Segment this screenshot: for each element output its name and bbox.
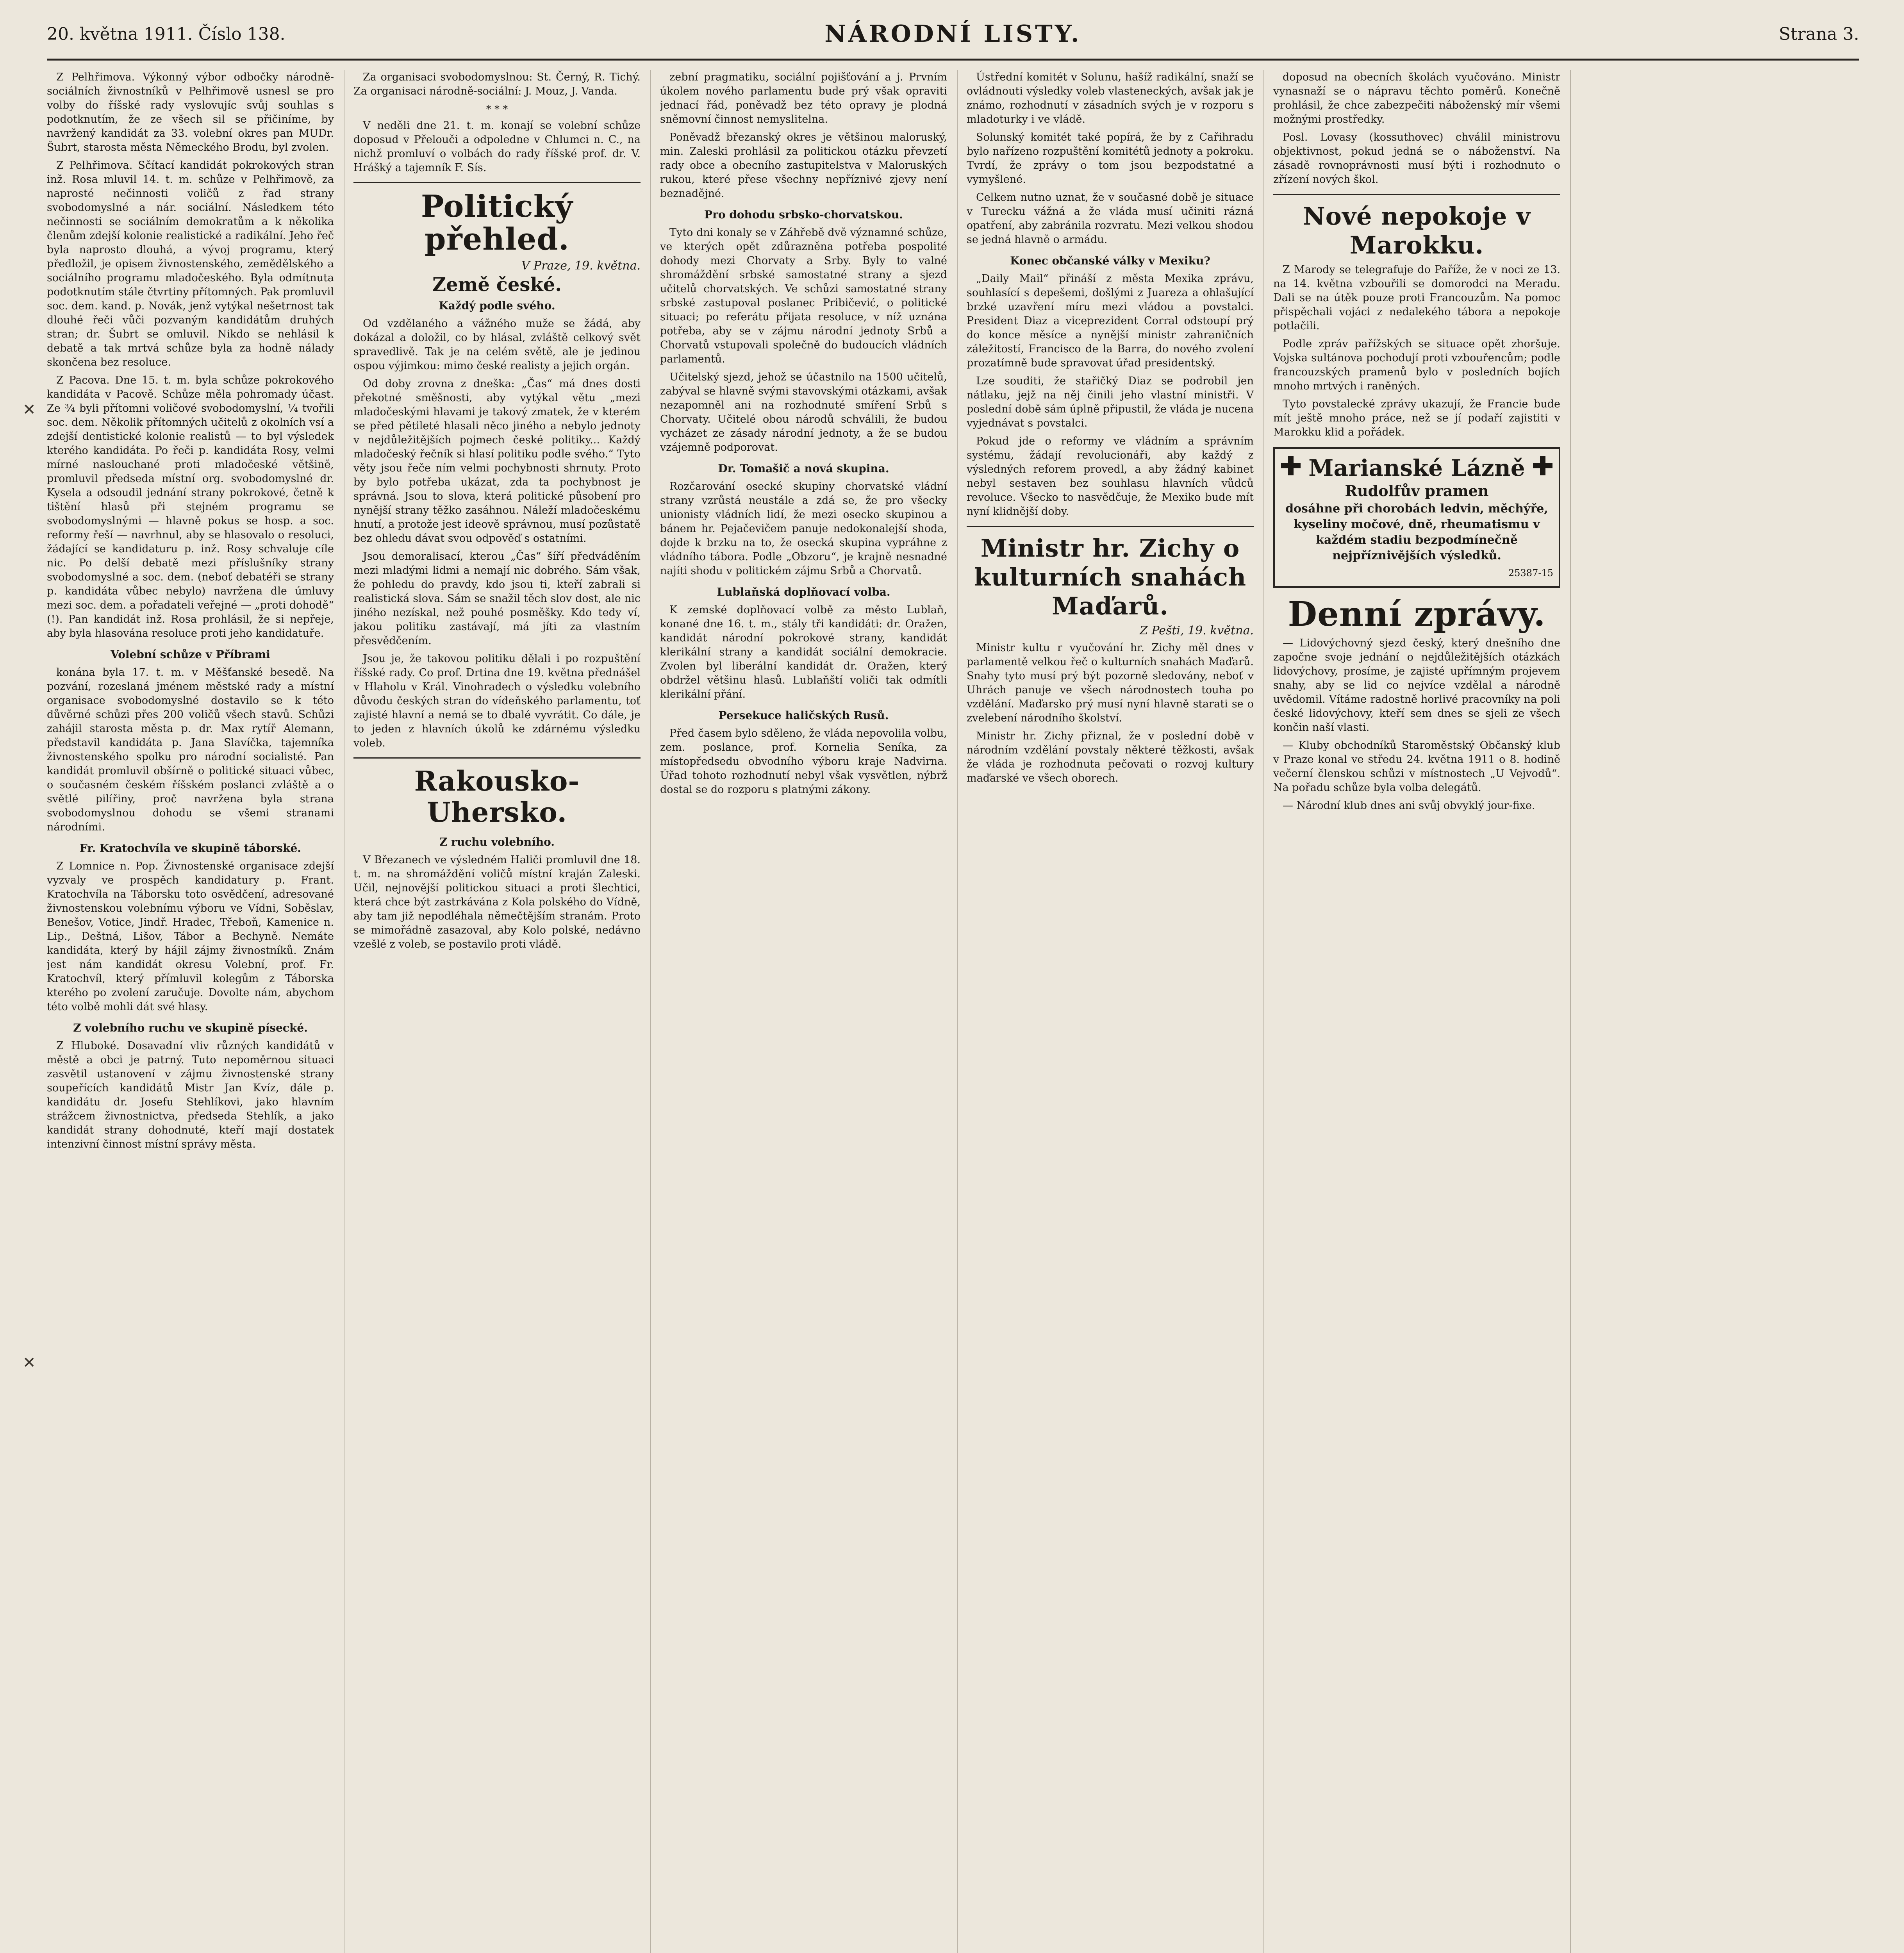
article-paragraph: Celkem nutno uznat, že v současné době je situace v Turecku vážná a že vláda musí učiniti rázná opatření, aby zabránila rozvratu. Mezi velkou shodou se jedná hlavně o armádu. — [967, 191, 1254, 246]
article-paragraph: Tyto povstalecké zprávy ukazují, že Francie bude mít ještě mnoho práce, než se jí podaří zajistiti v Marokku klid a pořádek. — [1273, 398, 1560, 438]
article-paragraph: Ústřední komitét v Solunu, hašíž radikální, snaží se ovládnouti výsledky voleb vlasteneckých, avšak jak je známo, rozhodnutí v zásadních svých je v rozporu s mladoturky i ve vládě. — [967, 71, 1254, 125]
masthead: NÁRODNÍ LISTY. — [824, 20, 1081, 48]
page-number: Strana 3. — [1779, 24, 1859, 44]
section-title: Politický přehled. — [421, 189, 573, 257]
divider — [967, 526, 1254, 527]
ad-title: Marianské Lázně — [1308, 455, 1525, 481]
article-paragraph: Z Pacova. Dne 15. t. m. byla schůze pokrokového kandidáta v Pacově. Schůze měla pohromady účast. Ze ¾ byli přítomni voličové svobodomyslní, ¼ tvořili soc. dem. Několik přítomných učitelů z okolních vsí a zdejší dentistické kolonie realistů — to byl výsledek kterého kandidáta. Po řeči p. kandidáta Rosy, velmi mírné naslouchané proti mladočeské většině, promluvil předseda místní org. svobodomyslné dr. Kysela a odsoudil jednání strany pokrokové, četně k tištění hlasů při stejném programu se svobodomyslnými — hlavně pokus se hosp. a soc. reformy řeší — navrhnul, aby se hlasovalo o resoluci, žádající se kandidaturu p. inž. Rosy schvaluje cíle nic. Po delší debatě mezi příslušníky strany svobodomyslné a soc. dem. (neboť debatéři se strany p. kandidáta vůbec nebylo) navržena dle úmluvy mezi soc. dem. a pořadateli veřejné — „proti dohodě“ (!). Pan kandidát inž. Rosa prohlásil, že si nepřeje, aby byla hlasována resoluce proti jeho kandidatuře. — [47, 374, 334, 639]
article-paragraph: Před časem bylo sděleno, že vláda nepovolila volbu, zem. poslance, prof. Kornelia Seníka, za místopředsedu obvodního výboru kraje Nadvirna. Úřad tohoto rozhodnutí nebyl však vysvětlen, nýbrž dostal se do rozporu s platnými zákony. — [660, 727, 947, 796]
article-paragraph: Pokud jde o reformy ve vládním a správním systému, žádají revolucionáři, aby každý z výsledných reforem provedl, a aby žádný kabinet nebyl sestaven bez souhlasu hlavních vůdců revoluce. Všecko to nasvědčuje, že Mexiko bude mít nyní klidnější doby. — [967, 435, 1254, 518]
section-subheading: Pro dohodu srbsko-chorvatskou. — [704, 208, 903, 221]
column-rule — [957, 70, 958, 1953]
advertisement-box — [1273, 447, 1560, 588]
newspaper-page — [47, 16, 1859, 1953]
article-paragraph: K zemské doplňovací volbě za město Lublaň, konané dne 16. t. m., stály tři kandidáti: dr. Oražen, kandidát národní pokrokové strany, kandidát klerikální strany a kandidát sociální demokracie. Zvolen byl liberální kandidát dr. Oražen, který obdržel většinu hlasů. Lublaňští voliči tak odmítli klerikální přání. — [660, 604, 947, 700]
column-1 — [47, 70, 334, 1953]
section-subheading: Každý podle svého. — [439, 299, 555, 312]
ad-subtitle: Rudolfův pramen — [1345, 482, 1489, 500]
column-rule — [1263, 70, 1264, 1953]
article-paragraph: Rozčarování osecké skupiny chorvatské vládní strany vzrůstá neustále a zdá se, že pro všecky unionisty vládních lidí, že mezi osecko skupinou a bánem hr. Pejačevičem panuje nedokonalejší shoda, dojde k brzku na to, že osecká skupina vypráhne z vládního tábora. Podle „Obzoru“, je krajně nesnadné najíti shodu v politickém zájmu Srbů a Chorvatů. — [660, 480, 947, 577]
article-paragraph: — Lidovýchovný sjezd český, který dnešního dne započne svoje jednání o nejdůležitějších otázkách lidovýchovy, prosíme, je zajisté upřímným projevem snahy, aby se lid co nejvíce vzdělal a národně uvědomil. Vítáme radostně horlivé pracovníky na poli české lidovýchovy, kteří sem dnes se sjeli ze všech končin naší vlasti. — [1273, 637, 1560, 734]
article-paragraph: Z Marody se telegrafuje do Paříže, že v noci ze 13. na 14. května vzbouřili se domorodci na Meradu. Dali se na útěk pouze proti Francouzům. Na pomoc přispěchali vojáci z nedalekého tábora a nepokoje potlačili. — [1273, 264, 1560, 332]
section-subheading: Persekuce haličských Rusů. — [718, 709, 889, 722]
article-paragraph: Z Pelhřimova. Výkonný výbor odbočky národně-sociálních živnostníků v Pelhřimově usnesl se pro volby do říšské rady vyslovujíc svůj souhlas s podotknutím, že ze všech sil se přičiníme, by navržený kandidát za 33. volební okres pan MUDr. Šubrt, starosta města Německého Brodu, byl zvolen. — [47, 71, 334, 154]
article-paragraph: zební pragmatiku, sociální pojišťování a j. Prvním úkolem nového parlamentu bude prý však opraviti jednací řád, poněvadž bez této opravy je plodná sněmovní činnost nemyslitelna. — [660, 71, 947, 125]
article-paragraph: Z Pelhřimova. Sčítací kandidát pokrokových stran inž. Rosa mluvil 14. t. m. schůze v Pelhřimově, za naprosté nečinnosti voličů z řad strany svobodomyslné a nár. sociální. Následkem této nečinnosti se sociálním demokratům a k několika členům zdejší kolonie realistické a radikální. Jeho řeč byla naprosto dlouhá, a vývoj programu, který předložil, je opisem živnostenského, zemědělského a sociálního programu mladočeského. Byla odmítnuta podotknutím stále čtvrtiny přítomných. Pak promluvil soc. dem. kand. p. Novák, jenž vytýkal nešetrnost tak dlouhé řeči vůči pozvaným kandidátům druhých stran; dr. Šubrt se omluvil. Nikdo se nehlásil k debatě a tak mrtvá schůze byla za hodně nálady skončena bez resoluce. — [47, 159, 334, 368]
section-subheading: Fr. Kratochvíla ve skupině táborské. — [79, 842, 302, 855]
article-paragraph: V Březanech ve výsledném Haliči promluvil dne 18. t. m. na shromáždění voličů místní kraján Zaleski. Učil, nejnovější politickou situaci a proti šlechtici, která chce být zastrkávána z Kola polského do Vídně, aby tam již nepodléhala němečtějším stranám. Proto se mimořádně zasazoval, aby Kolo polské, nedávno vzešlé z voleb, se postavilo proti vládě. — [353, 854, 641, 950]
issue-date: 20. května 1911. Číslo 138. — [47, 24, 286, 44]
article-paragraph: Solunský komitét také popírá, že by z Cařihradu bylo nařízeno rozpuštění komitétů jednoty a pokroku. Tvrdí, že zprávy o tom jsou bezpodstatné a vymyšlené. — [967, 131, 1254, 186]
article-paragraph: — Národní klub dnes ani svůj obvyklý jour-fixe. — [1283, 800, 1535, 812]
article-paragraph: konána byla 17. t. m. v Měšťanské besedě. Na pozvání, rozeslaná jménem městské rady a místní organisace svobodomyslné dostavilo se k této důvěrné schůzi přes 200 voličů všech stavů. Schůzi zahájil starosta města p. dr. Max rytíř Alemann, představil kandidáta p. Jana Slavíčka, tajemníka živnostenského spolku pro národní socialisté. Pan kandidát promluvil obšírně o politické situaci vůbec, o současném českém říšském poslanci zvláště a o světlé pilířiny, proč navržena byla strana svobodomyslnou dohodu se všemi stranami národními. — [47, 666, 334, 833]
article-paragraph: Od doby zrovna z dneška: „Čas“ má dnes dosti překotné směšnosti, aby vytýkal větu „mezi mladočeskými hlavami je takový zmatek, že v kterém se před pětileté hlasali něco jiného a nebylo jednoty v nejdůležitějších pojmech české politiky... Každý mladočeský řečník si hlasí politiku podle svého.“ Tyto věty jsou řeče ním velmi pochybnosti shrnuty. Proto by bylo potřeba ukázat, zda ta pochybnost je správná. Jsou to slova, která politické působení pro nynější strany těžko zasáhnou. Náleží mladočeskému hnutí, a protože jest ideově správnou, musí pozůstatě bez ohledu dávat svou odpověď s ostatními. — [353, 378, 641, 544]
section-title: Nové nepokoje v Marokku. — [1303, 202, 1531, 259]
article-paragraph: Jsou je, že takovou politiku dělali i po rozpuštění říšské rady. Co prof. Drtina dne 19. května přednášel v Hlaholu v Král. Vinohradech o výsledku volebního důvodu českých stran do vídeňského parlamentu, toť zajisté hlavní a nemá se to dbalé vyvrátit. Co dále, je to jeden z hlavních úkolů ke zdárnému výsledku voleb. — [353, 653, 641, 749]
article-paragraph: Za organisaci svobodomyslnou: St. Černý, R. Tichý. Za organisaci národně-sociální: J. Mouz, J. Vanda. — [353, 71, 641, 97]
column-3 — [660, 70, 947, 1953]
section-subheading: Lublaňská doplňovací volba. — [717, 586, 890, 598]
cross-icon — [1281, 456, 1301, 475]
article-paragraph: Posl. Lovasy (kossuthovec) chválil ministrovu objektivnost, pokud jedná se o náboženství. Na zásadě rovnoprávnosti musí býti i rozhodnuto o zřízení nových škol. — [1273, 131, 1560, 186]
article-paragraph: Podle zpráv pařížských se situace opět zhoršuje. Vojska sultánova pochodují proti vzbouřencům; podle francouzských pramenů bylo v posledních bojích mnoho mrtvých i raněných. — [1273, 338, 1560, 392]
ad-text: dosáhne při chorobách ledvin, měchýře, kyseliny močové, dně, rheumatismu v každém stadiu bezpodmínečně nejpříznivějších výsledků. — [1285, 502, 1548, 562]
section-title: Denní zprávy. — [1288, 594, 1546, 634]
article-paragraph: „Daily Mail“ přináší z města Mexika zprávu, souhlasící s depešemi, došlými z Juareza a ohlašující brzké uzavření míru mezi vládou a povstalci. President Diaz a viceprezident Corral odstoupí prý do konce měsíce a nynější ministr zahraničních záležitostí, Francisco de la Barra, do nového zvolení prozatímně bude spravovat úřad presidentský. — [967, 273, 1254, 369]
article-paragraph: Od vzdělaného a vážného muže se žádá, aby dokázal a doložil, co by hlásal, zvláště celkový svět spravedlivě. Tak je na celém světě, ale je jedinou ospou výjimkou: mimo české realisty a jejich orgán. — [353, 318, 641, 372]
pin-mark-icon: ✕ — [23, 401, 36, 419]
article-paragraph: Tyto dni konaly se v Záhřebě dvě významné schůze, ve kterých opět zdůrazněna potřeba pospolité dohody mezi Chorvaty a Srby. Byly to valné shromáždění srbské samostatné strany a sjezd učitelů chorvatských. Ve schůzi samostatné strany srbské zastupoval poslanec Pribičević, o politické situaci; po referátu přijata resoluce, v níž uznána potřeba, aby se v zájmu národní jednoty Srbů a Chorvatů vstupovali společně do budoucích vládních parlamentů. — [660, 227, 947, 365]
column-rule — [650, 70, 651, 1953]
page-header — [47, 16, 1859, 61]
dateline: Z Pešti, 19. května. — [1139, 624, 1254, 637]
section-subheading: Dr. Tomašič a nová skupina. — [718, 462, 889, 475]
article-paragraph: Jsou demoralisací, kterou „Čas“ šíří předváděním mezi mladými lidmi a nemají nic dobrého. Sám však, že pohledu do pravdy, kdo jsou ti, kteří zabrali si realistická slova. Sám se snažil těch slov dost, ale nic jiného nezískal, než pouhé posměšky. Kdo tedy ví, jakou politiku zastávají, má jíti za vlastním přesvědčením. — [353, 550, 641, 647]
article-paragraph: Z Lomnice n. Pop. Živnostenské organisace zdejší vyzvaly ve prospěch kandidatury p. Frant. Kratochvíla na Táborsku toto osvědčení, adresované živnostenskou volebnímu výboru ve Vídni, Soběslav, Benešov, Votice, Jindř. Hradec, Třeboň, Kamenice n. Lip., Deštná, Lišov, Tábor a Bechyně. Nemáte kandidáta, který by hájil zájmy živnostníků. Znám jest nám kandidát okresu Volební, prof. Fr. Kratochvíl, který přímluvil kolegům z Táborska kterého po zvolení zaručuje. Dovolte nám, abychom této volbě mohli dát své hlasy. — [47, 860, 334, 1013]
divider — [353, 182, 641, 183]
ad-code: 25387-15 — [1508, 568, 1553, 578]
section-title: Rakousko-Uhersko. — [414, 765, 580, 828]
section-heading: Země české. — [432, 274, 562, 296]
section-subheading: Volební schůze v Příbrami — [111, 648, 270, 661]
section-subheading: Konec občanské války v Mexiku? — [1010, 254, 1210, 267]
article-paragraph: Z Hluboké. Dosavadní vliv různých kandidátů v městě a obci je patrný. Tuto nepoměrnou situaci zasvětil ustanovení v zájmu živnostenské strany soupeřících kandidátů Mistr Jan Kvíz, dále p. kandidátu dr. Josefu Stehlíkovi, jako hlavním strážcem živnostnictva, předseda Stehlík, a jako kandidát strany dohodnuté, kteří mají dostatek intenzivní činnost místní správy města. — [47, 1040, 334, 1150]
column-rule — [1570, 70, 1571, 1953]
divider — [1273, 194, 1560, 195]
article-paragraph: V neděli dne 21. t. m. konají se volební schůze doposud v Přelouči a odpoledne v Chlumci n. C., na nichž promluví o volbách do rady říšské prof. dr. V. Hrášký a tajemník F. Sís. — [353, 120, 641, 174]
cross-icon — [1533, 456, 1552, 475]
column-4 — [967, 70, 1254, 1953]
column-5 — [1273, 70, 1560, 1953]
separator-stars: * * * — [486, 104, 508, 115]
article-paragraph: Lze souditi, že stařičký Diaz se podrobil jen nátlaku, jejž na něj činili jeho vlastní ministři. V poslední době sám úplně připustil, že vláda je nucena vyjednávat s povstalci. — [967, 375, 1254, 429]
article-paragraph: Ministr hr. Zichy přiznal, že v poslední době v národním vzdělání povstaly některé těžkosti, avšak že vláda je rozhodnuta pečovati o rozvoj kultury maďarské ve všech oborech. — [967, 730, 1254, 784]
section-title: Ministr hr. Zichy o kulturních snahách Maďarů. — [974, 534, 1247, 620]
column-2 — [353, 70, 641, 1953]
divider — [353, 757, 641, 759]
column-margin — [1580, 70, 1853, 1953]
article-paragraph: — Kluby obchodníků Staroměstský Občanský klub v Praze konal ve středu 24. května 1911 o 8. hodině večerní členskou schůzi v místnostech „U Vejvodů“. Na pořadu schůze byla volba delegátů. — [1273, 739, 1560, 794]
section-subheading: Z ruchu volebního. — [439, 835, 555, 848]
dateline: V Praze, 19. května. — [521, 259, 641, 273]
article-paragraph: Ministr kultu r vyučování hr. Zichy měl dnes v parlamentě velkou řeč o kulturních snahách Maďarů. Snahy tyto musí prý být pozorně sledovány, neboť v Uhrách panuje ve všech národnostech touha po vzdělání. Maďarsko prý musí nyní hlavně starati se o zvelebení národního školství. — [967, 642, 1254, 724]
section-subheading: Z volebního ruchu ve skupině písecké. — [73, 1021, 308, 1034]
article-paragraph: Poněvadž březanský okres je většinou maloruský, min. Zaleski prohlásil za politickou otázku převzetí rady obce a obecního zastupitelstva v Maloruských rukou, které přese všechny nepříznivé zjevy není beznadějné. — [660, 131, 947, 200]
article-paragraph: doposud na obecních školách vyučováno. Ministr vynasnaží se o nápravu těchto poměrů. Konečně prohlásil, že chce zabezpečiti náboženský mír všemi možnými prostředky. — [1273, 71, 1560, 125]
pin-mark-icon: ✕ — [23, 1354, 36, 1372]
article-paragraph: Učitelský sjezd, jehož se účastnilo na 1500 učitelů, zabýval se hlavně svými stavovskými otázkami, avšak nezapomněl ani na rozhodnuté smíření Srbů s Chorvaty. Učitelé obou národů schválili, že budou vycházet ze zásady národní jednoty, a že se budou vzájemně podporovat. — [660, 371, 947, 453]
